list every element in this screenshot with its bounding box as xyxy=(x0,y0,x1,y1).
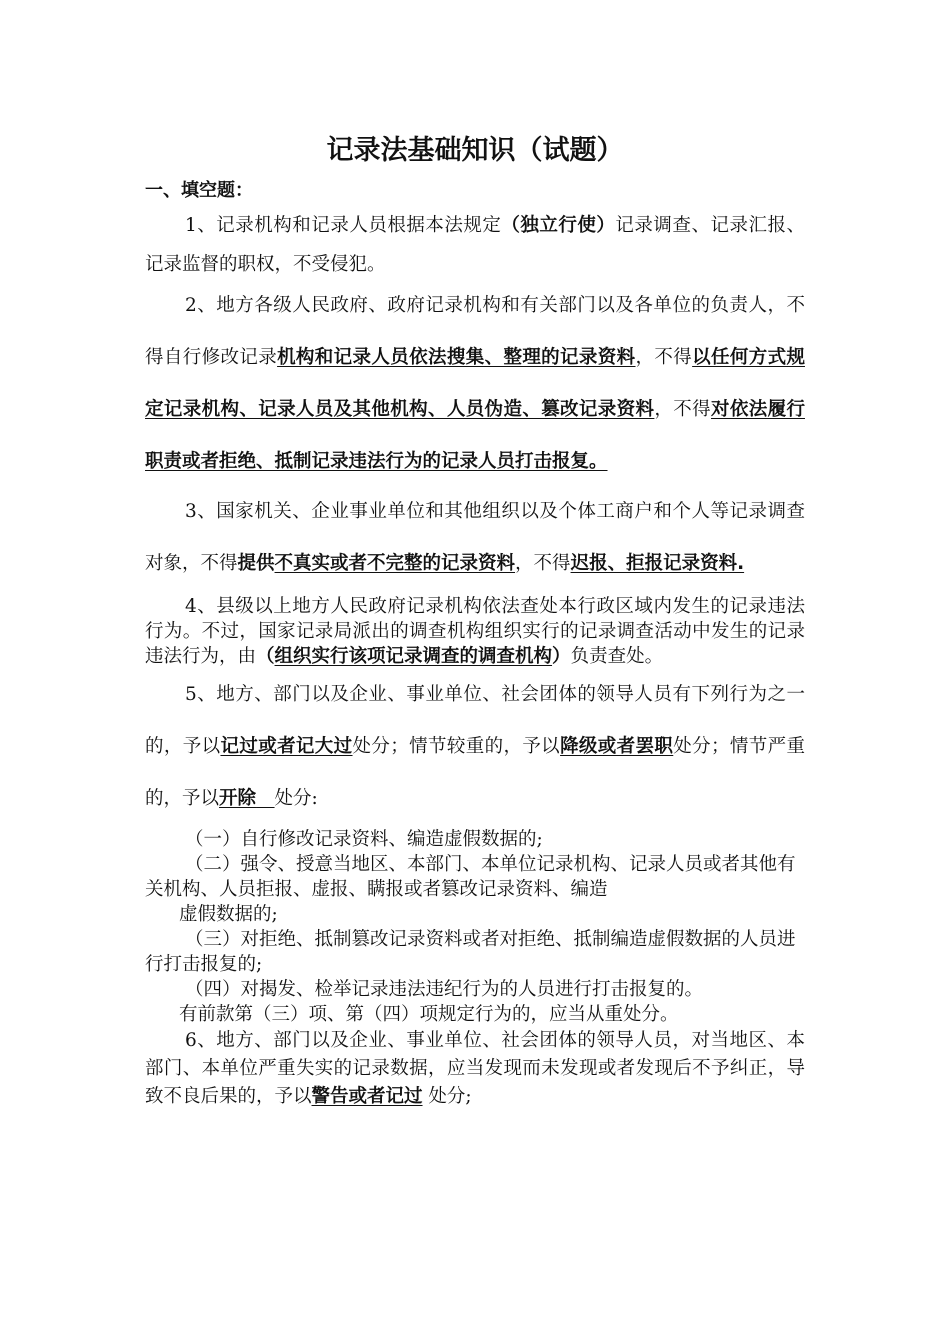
list-item: （一）自行修改记录资料、编造虚假数据的; xyxy=(185,829,543,850)
question-4-bracket-close: ） xyxy=(552,646,571,667)
question-3-answer-2: 迟报、拒报记录资料. xyxy=(570,553,745,574)
question-3 xyxy=(145,486,805,590)
question-1-answer: （独立行使） xyxy=(501,215,616,236)
list-item-text: （二）强令、授意当地区、本部门、本单位记录机构、记录人员或者其他有关机构、人员拒报、虚报、瞒报或者篡改记录资料、编造 xyxy=(145,854,796,900)
question-6-text: 6、地方、部门以及企业、事业单位、社会团体的领导人员，对当地区、本部门、本单位严重失实的记录数据，应当发现而未发现或者发现后不予纠正，导致不良后果的，予以 xyxy=(145,1030,805,1107)
question-2-answer-1: 机构和记录人员依法搜集、整理的记录资料 xyxy=(277,347,636,368)
question-2-connector-1: ，不得 xyxy=(635,347,693,368)
list-item-text: （四）对揭发、检举记录违法违纪行为的人员进行打击报复的。 xyxy=(185,979,704,1000)
question-5-connector-2: 处分；情节严重的，予以 xyxy=(145,736,805,809)
question-4-text: 4、县级以上地方人民政府记录机构依法查处本行政区域内发生的记录违法行为。不过，国家记录局派出的调查机构组织实行的记录调查活动中发生的记录违法行为，由 xyxy=(145,596,805,667)
question-4 xyxy=(145,594,805,669)
section-heading: 一、填空题： xyxy=(145,180,253,201)
question-2 xyxy=(145,280,805,488)
question-2-answer-3: 对依法履行职责或者拒绝、抵制记录违法行为的记录人员打击报复。 xyxy=(145,399,805,472)
list-item xyxy=(145,977,805,1002)
question-5 xyxy=(145,669,805,825)
question-5-connector-1: 处分；情节较重的，予以 xyxy=(352,736,561,757)
question-5-text: 5、地方、部门以及企业、事业单位、社会团体的领导人员有下列行为之一的，予以 xyxy=(145,684,805,757)
question-5-answer-3: 开除 xyxy=(219,788,257,809)
item-list xyxy=(145,827,805,1027)
question-5-blank xyxy=(256,788,275,809)
list-item xyxy=(145,852,805,902)
question-4-bracket-open: （ xyxy=(256,646,275,667)
list-item: 虚假数据的; xyxy=(179,904,278,925)
document-body xyxy=(145,206,805,1111)
question-6 xyxy=(145,1027,805,1111)
question-1-text: 1、记录机构和记录人员根据本法规定 xyxy=(185,215,502,236)
question-2-connector-2: ，不得 xyxy=(654,399,712,420)
question-3-connector: ，不得 xyxy=(515,553,571,574)
list-item xyxy=(145,927,805,977)
question-4-text-end: 负责查处。 xyxy=(570,646,664,667)
question-5-answer-2: 降级或者罢职 xyxy=(560,736,674,757)
question-1-text-end: 记录调查、记录汇报、记录监督的职权，不受侵犯。 xyxy=(145,215,805,275)
question-3-answer-prefix: 提供 xyxy=(237,553,275,574)
question-3-text: 3、国家机关、企业事业单位和其他组织以及个体工商户和个人等记录调查对象，不得 xyxy=(145,501,805,574)
question-1 xyxy=(145,206,805,284)
question-3-answer-1: 不真实或者不完整的记录资料 xyxy=(274,553,516,574)
question-6-answer: 警告或者记过 xyxy=(311,1086,423,1107)
question-6-text-end: 处分; xyxy=(422,1086,472,1107)
question-2-text: 2、地方各级人民政府、政府记录机构和有关部门以及各单位的负责人，不得自行修改记录 xyxy=(145,295,805,368)
question-4-answer: 组织实行该项记录调查的调查机构 xyxy=(274,646,553,667)
question-5-answer-1: 记过或者记大过 xyxy=(220,736,353,757)
document-title: 记录法基础知识（试题） xyxy=(326,135,624,166)
list-item-text: （三）对拒绝、抵制篡改记录资料或者对拒绝、抵制编造虚假数据的人员进行打击报复的; xyxy=(145,929,796,975)
list-item: 有前款第（三）项、第（四）项规定行为的，应当从重处分。 xyxy=(179,1004,679,1025)
question-5-text-end: 处分: xyxy=(274,788,318,809)
question-2-answer-2: 以任何方式规定记录机构、记录人员及其他机构、人员伪造、篡改记录资料 xyxy=(145,347,805,420)
